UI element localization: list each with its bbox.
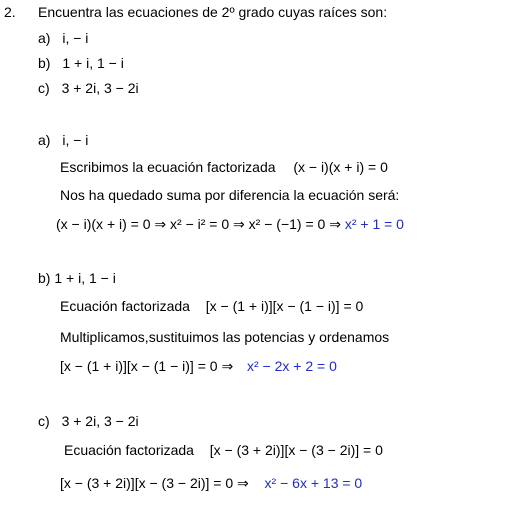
list-item-b — [38, 54, 124, 72]
part-label: c) — [38, 413, 50, 429]
part-b-chain — [60, 357, 337, 375]
part-label: b) — [38, 270, 51, 286]
part-b-step1 — [60, 297, 363, 315]
part-label: a) — [38, 132, 51, 148]
part-c-heading — [38, 412, 139, 430]
derivation: (x − i)(x + i) = 0 ⇒ x² − i² = 0 ⇒ x² − (−1) = 0 ⇒ — [56, 216, 341, 232]
list-label: b) — [38, 55, 51, 71]
problem-statement: Encuentra las ecuaciones de 2º grado cuyas raíces son: — [38, 4, 388, 20]
list-label: c) — [38, 80, 50, 96]
step-text: Ecuación factorizada — [64, 442, 194, 458]
factored-equation: [x − (1 + i)][x − (1 − i)] = 0 — [205, 298, 364, 314]
part-b-step2: Multiplicamos,sustituimos las potencias y ordenamos — [60, 329, 390, 345]
part-roots: 3 + 2i, 3 − 2i — [61, 413, 139, 429]
factored-equation: [x − (3 + 2i)][x − (3 − 2i)] = 0 — [209, 442, 383, 458]
part-roots: i, − i — [62, 132, 89, 148]
part-c-step1 — [64, 441, 383, 459]
step-text: Ecuación factorizada — [60, 298, 190, 314]
derivation: [x − (3 + 2i)][x − (3 − 2i)] = 0 ⇒ — [60, 475, 249, 491]
list-item-a — [38, 29, 88, 47]
part-a-chain — [56, 215, 404, 233]
part-b-heading — [38, 269, 116, 287]
list-item-c — [38, 79, 139, 97]
list-roots: i, − i — [62, 30, 89, 46]
part-a-step1 — [60, 158, 388, 176]
result-equation: x² − 6x + 13 = 0 — [264, 475, 363, 491]
list-roots: 3 + 2i, 3 − 2i — [61, 80, 139, 96]
part-roots: 1 + i, 1 − i — [54, 270, 116, 286]
derivation: [x − (1 + i)][x − (1 − i)] = 0 ⇒ — [60, 358, 234, 374]
list-label: a) — [38, 30, 51, 46]
factored-equation: (x − i)(x + i) = 0 — [293, 159, 388, 175]
part-a-step2: Nos ha quedado suma por diferencia la ecuación será: — [60, 187, 400, 203]
result-equation: x² + 1 = 0 — [344, 216, 404, 232]
list-roots: 1 + i, 1 − i — [62, 55, 124, 71]
part-a-heading — [38, 131, 88, 149]
result-equation: x² − 2x + 2 = 0 — [246, 358, 337, 374]
problem-number: 2. — [4, 4, 16, 20]
part-c-chain — [60, 474, 362, 492]
step-text: Escribimos la ecuación factorizada — [60, 159, 276, 175]
